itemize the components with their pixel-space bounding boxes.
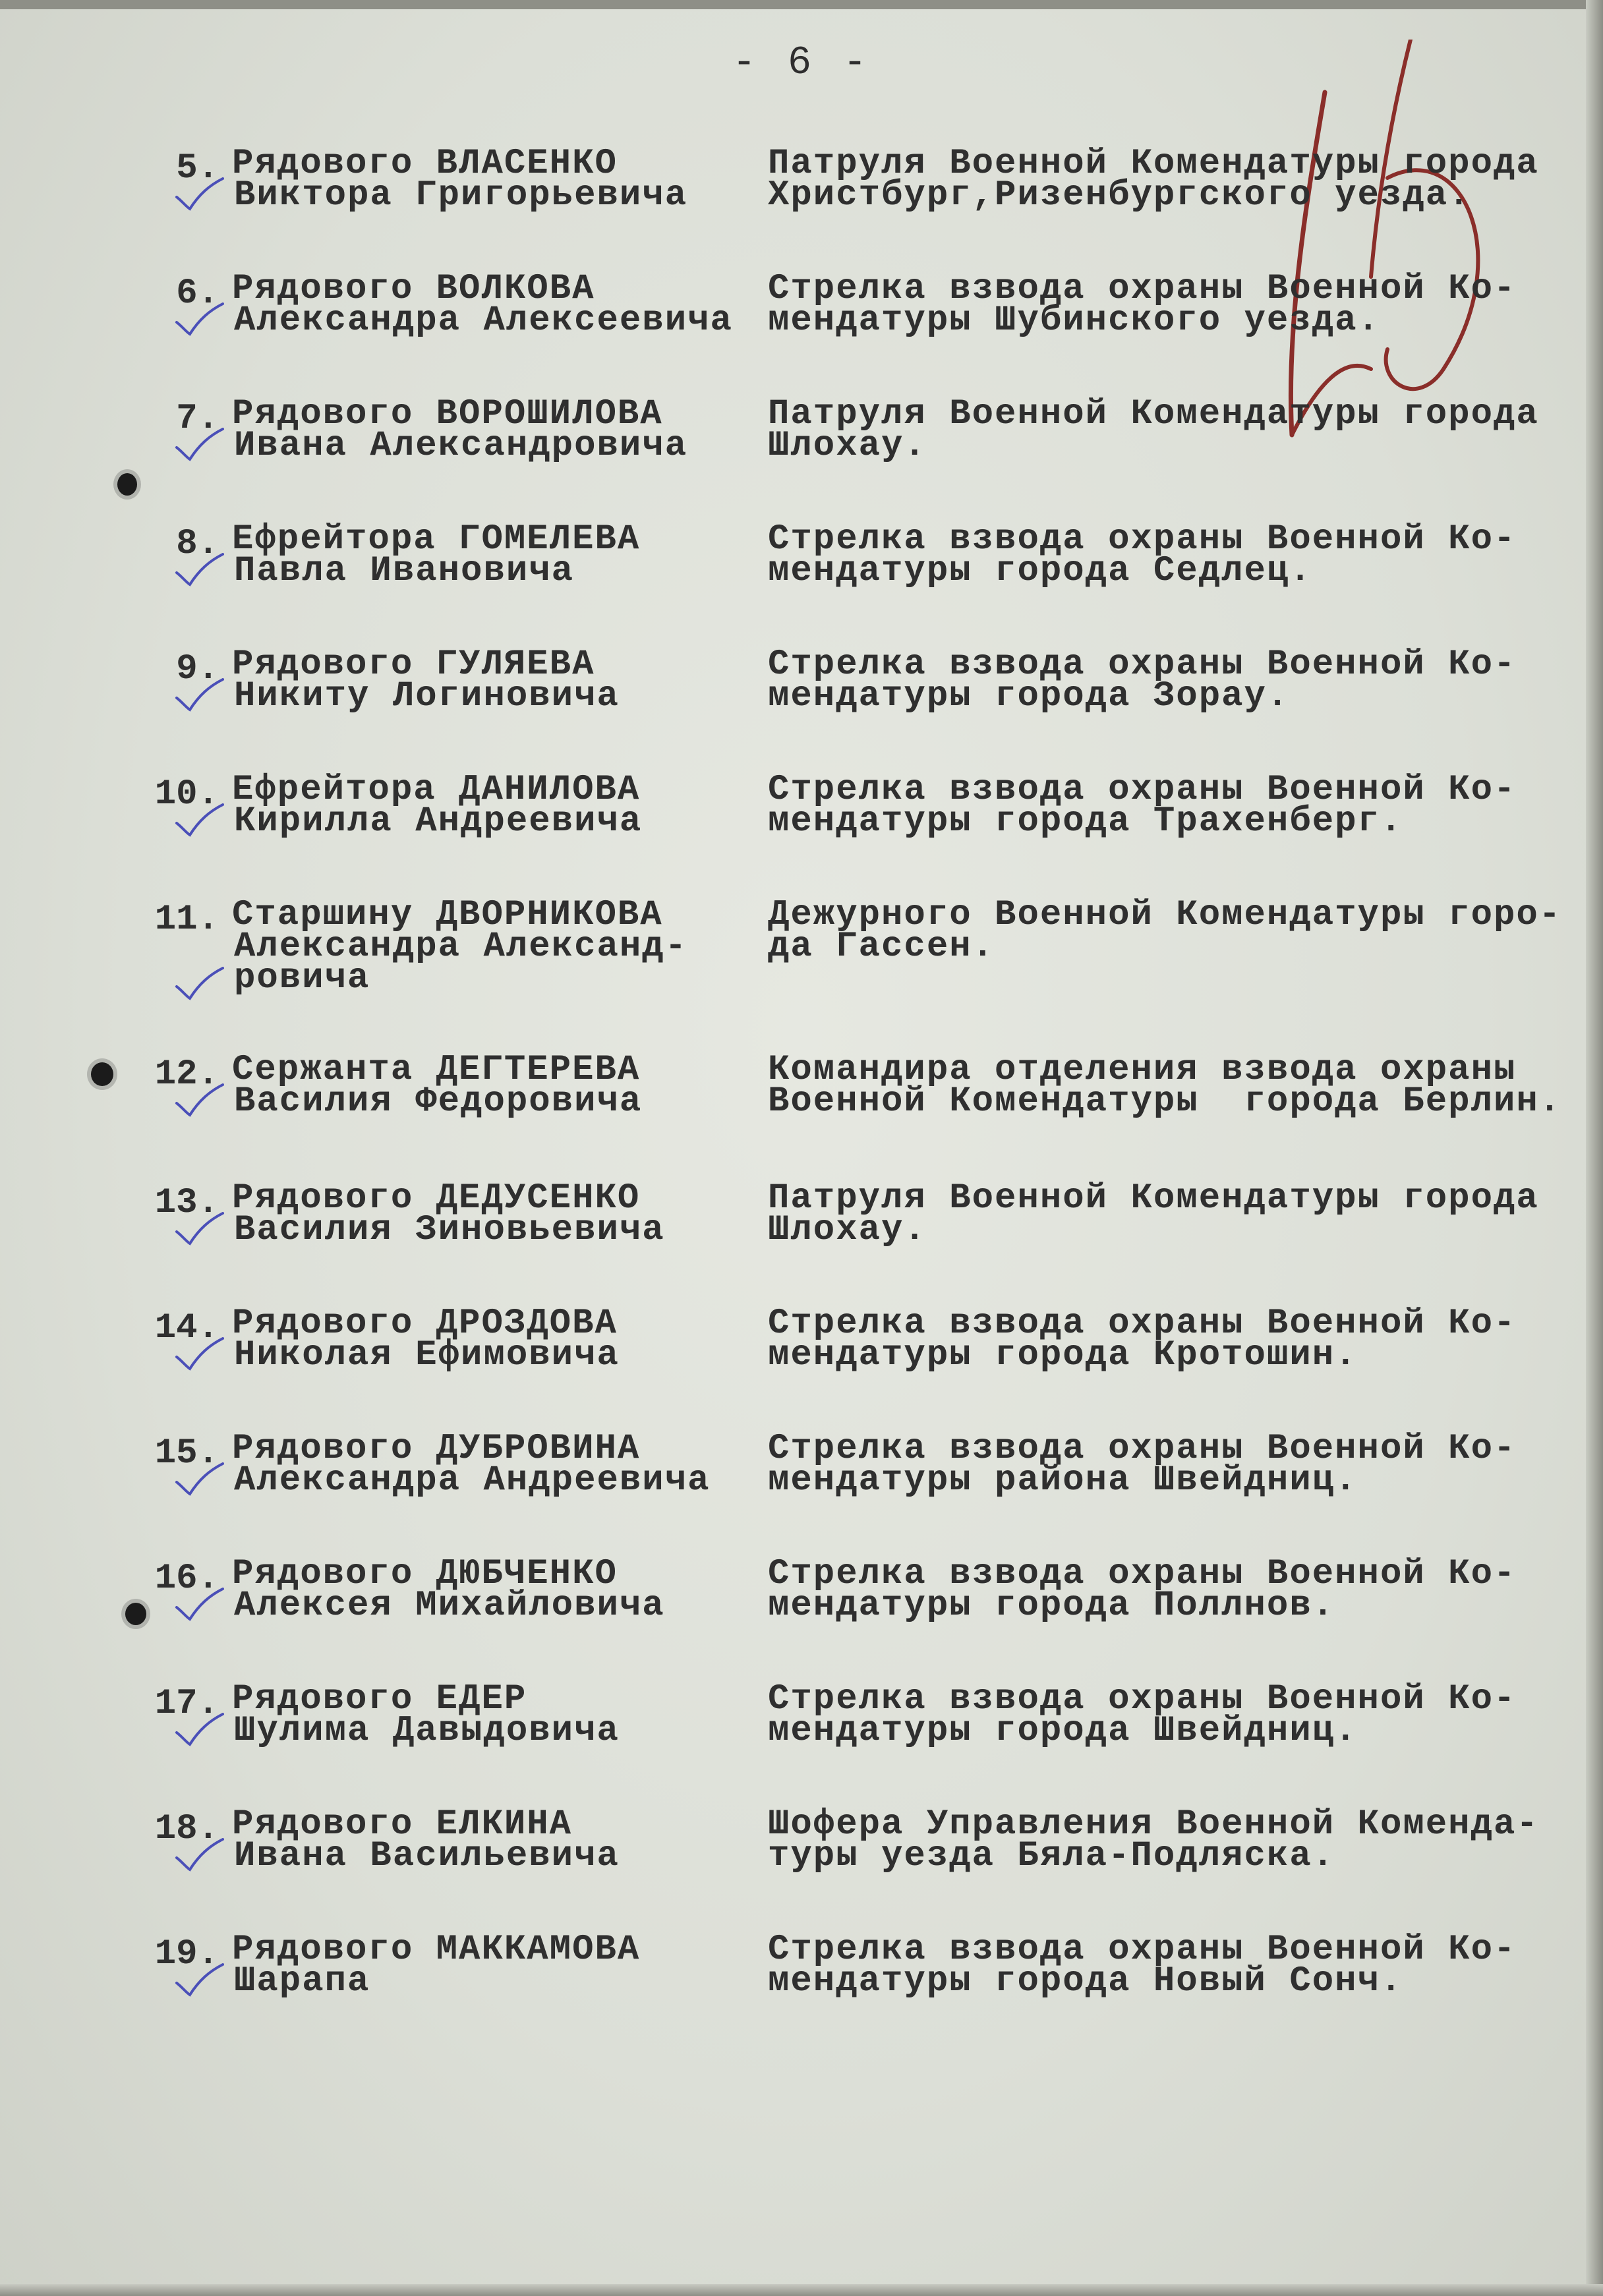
position-line: мендатуры города Кротошин. [768, 1335, 1358, 1375]
entry-number: 16. [154, 1559, 219, 1599]
rank-surname: Рядового ДУБРОВИНА [232, 1429, 641, 1469]
rank-surname: Ефрейтора ГОМЕЛЕВА [232, 519, 641, 560]
check-mark-icon [173, 1460, 225, 1499]
check-mark-icon [173, 1585, 225, 1624]
entry-number: 10. [154, 774, 219, 815]
position-line: Стрелка взвода охраны Военной Ко- [768, 519, 1517, 560]
page-edge-right [1586, 0, 1603, 2296]
page-number: - 6 - [732, 41, 871, 86]
given-names: Кирилла Андреевича [234, 801, 643, 842]
position-line: Шофера Управления Военной Коменда- [768, 1804, 1539, 1845]
entry-number: 8. [176, 524, 219, 564]
check-mark-icon [173, 175, 225, 214]
position-line: Патруля Военной Комендатуры города [768, 144, 1539, 184]
position-line: мендатуры города Поллнов. [768, 1586, 1335, 1626]
check-mark-icon [173, 550, 225, 590]
position-line: туры уезда Бяла-Подляска. [768, 1836, 1335, 1876]
given-names: Никиту Логиновича [234, 676, 620, 716]
check-mark-icon [173, 300, 225, 339]
position-line: Стрелка взвода охраны Военной Ко- [768, 269, 1517, 309]
entry-number: 17. [154, 1684, 219, 1724]
given-names: Василия Зиновьевича [234, 1210, 665, 1250]
position-line: Христбург,Ризенбургского уезда. [768, 175, 1471, 215]
position-line: Дежурного Военной Комендатуры горо- [768, 895, 1562, 935]
position-line: Стрелка взвода охраны Военной Ко- [768, 770, 1517, 810]
given-names: Александра Александ- ровича [234, 927, 688, 998]
position-line: мендатуры города Швейдниц. [768, 1711, 1358, 1751]
entry-number: 19. [154, 1934, 219, 1974]
position-line: мендатуры города Новый Сонч. [768, 1961, 1403, 2001]
check-mark-icon [173, 801, 225, 840]
given-names: Шарапа [234, 1961, 370, 2001]
page-edge-top [0, 0, 1603, 9]
position-line: Военной Комендатуры города Берлин. [768, 1081, 1562, 1122]
position-line: мендатуры города Трахенберг. [768, 801, 1403, 842]
given-names: Виктора Григорьевича [234, 175, 688, 215]
rank-surname: Рядового ВЛАСЕНКО [232, 144, 618, 184]
position-line: Шлохау. [768, 1210, 927, 1250]
given-names: Алексея Михайловича [234, 1586, 665, 1626]
position-line: Стрелка взвода охраны Военной Ко- [768, 645, 1517, 685]
position-line: Стрелка взвода охраны Военной Ко- [768, 1304, 1517, 1344]
entry-number: 5. [176, 148, 219, 188]
check-mark-icon [173, 1835, 225, 1875]
check-mark-icon [173, 1335, 225, 1374]
entry-number: 13. [154, 1183, 219, 1223]
rank-surname: Рядового ЕЛКИНА [232, 1804, 573, 1845]
check-mark-icon [173, 1710, 225, 1750]
check-mark-icon [173, 425, 225, 465]
rank-surname: Рядового ДРОЗДОВА [232, 1304, 618, 1344]
position-line: Стрелка взвода охраны Военной Ко- [768, 1679, 1517, 1719]
position-line: Командира отделения взвода охраны [768, 1050, 1517, 1090]
given-names: Ивана Васильевича [234, 1836, 620, 1876]
given-names: Павла Ивановича [234, 551, 575, 591]
position-line: Патруля Военной Комендатуры города [768, 1178, 1539, 1219]
check-mark-icon [173, 675, 225, 715]
given-names: Александра Андреевича [234, 1460, 711, 1501]
entry-number: 6. [176, 273, 219, 314]
position-line: мендатуры Шубинского уезда. [768, 301, 1380, 341]
entry-number: 14. [154, 1308, 219, 1348]
rank-surname: Старшину ДВОРНИКОВА [232, 895, 663, 935]
entry-number: 18. [154, 1809, 219, 1849]
position-line: Шлохау. [768, 426, 927, 466]
entry-number: 11. [154, 900, 219, 940]
rank-surname: Рядового ДЮБЧЕНКО [232, 1554, 618, 1594]
entry-number: 9. [176, 649, 219, 689]
given-names: Ивана Александровича [234, 426, 688, 466]
given-names: Николая Ефимовича [234, 1335, 620, 1375]
rank-surname: Ефрейтора ДАНИЛОВА [232, 770, 641, 810]
punch-hole [125, 1603, 146, 1625]
given-names: Шулима Давыдовича [234, 1711, 620, 1751]
rank-surname: Рядового ГУЛЯЕВА [232, 645, 595, 685]
rank-surname: Рядового МАККАМОВА [232, 1930, 641, 1970]
position-line: мендатуры города Седлец. [768, 551, 1312, 591]
position-line: да Гассен. [768, 927, 995, 967]
position-line: Стрелка взвода охраны Военной Ко- [768, 1554, 1517, 1594]
entry-number: 7. [176, 399, 219, 439]
check-mark-icon [173, 1209, 225, 1249]
position-line: Патруля Военной Комендатуры города [768, 394, 1539, 434]
check-mark-icon [173, 1961, 225, 2000]
rank-surname: Рядового ЕДЕР [232, 1679, 527, 1719]
position-line: Стрелка взвода охраны Военной Ко- [768, 1429, 1517, 1469]
rank-surname: Сержанта ДЕГТЕРЕВА [232, 1050, 641, 1090]
check-mark-icon [173, 1081, 225, 1120]
rank-surname: Рядового ДЕДУСЕНКО [232, 1178, 641, 1219]
entry-number: 12. [154, 1054, 219, 1095]
given-names: Василия Федоровича [234, 1081, 643, 1122]
rank-surname: Рядового ВОЛКОВА [232, 269, 595, 309]
given-names: Александра Алексеевича [234, 301, 733, 341]
page-edge-bottom [0, 2284, 1603, 2296]
position-line: мендатуры района Швейдниц. [768, 1460, 1358, 1501]
punch-hole [117, 473, 137, 496]
position-line: Стрелка взвода охраны Военной Ко- [768, 1930, 1517, 1970]
entry-number: 15. [154, 1433, 219, 1474]
rank-surname: Рядового ВОРОШИЛОВА [232, 394, 663, 434]
position-line: мендатуры города Зорау. [768, 676, 1290, 716]
check-mark-icon [173, 964, 225, 1004]
